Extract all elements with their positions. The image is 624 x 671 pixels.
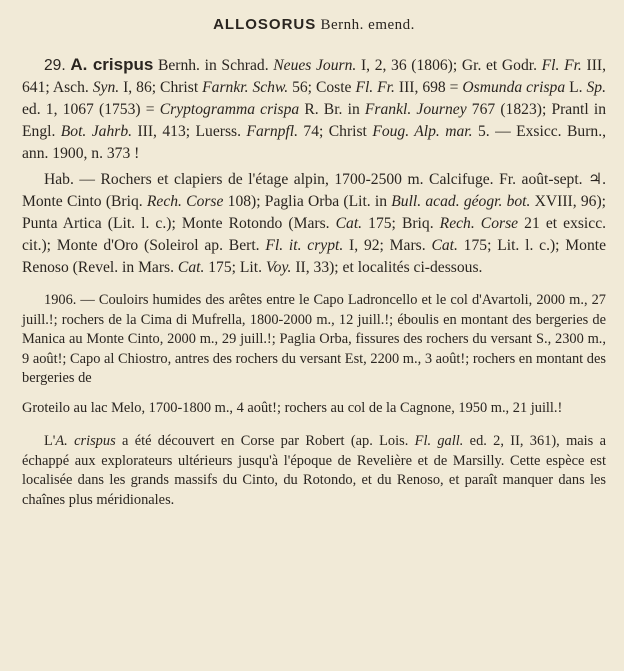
entry-text: R. Br. in — [299, 101, 365, 118]
commentary-text: L' — [44, 433, 56, 449]
habitat-reference: Cat. — [177, 259, 205, 276]
genus-name: ALLOSORUS — [213, 16, 317, 33]
page-header — [22, 16, 606, 34]
entry-text: 767 (1823); Prantl in Engl. — [22, 101, 606, 140]
genus-authority: Bernh. emend. — [320, 17, 415, 33]
habitat-text: 21 et exsicc. cit.); Monte d'Oro (Soleirol ap. Bert. — [22, 215, 607, 254]
entry-reference: Frankl. Journey — [364, 101, 467, 118]
habitat-text: 175; Lit. l. c.); Monte Renoso (Revel. in Mars. — [22, 237, 607, 276]
entry-reference: Sp. — [586, 79, 606, 96]
habitat-reference: Rech. Corse — [146, 193, 224, 210]
species-entry — [22, 54, 606, 165]
entry-text: L. — [565, 79, 587, 96]
habitat-reference: Cat. — [335, 215, 363, 232]
habitat-reference: Fl. it. crypt. — [265, 237, 344, 254]
entry-text: I, 2, 36 (1806); Gr. et Godr. — [356, 57, 542, 74]
species-name: A. crispus — [70, 55, 154, 74]
entry-text: 56; Coste — [288, 79, 356, 96]
commentary-text: ed. 2, II, 361), mais a échappé aux explorateurs ultérieurs jusqu'à l'époque de Revelière et de Marsilly. Cette espèce est localisée dans les grands massifs du Cinto, du Rotondo, et du Renoso, et paraît manquer dans les chaînes plus méridionales. — [22, 433, 606, 508]
commentary-text: a été découvert en Corse par Robert (ap. Lois. — [115, 433, 415, 449]
entry-reference: Cryptogramma crispa — [159, 101, 300, 118]
entry-text: III, 413; Luerss. — [132, 123, 247, 140]
commentary-paragraph — [22, 432, 606, 510]
entry-text: I, 86; Christ — [119, 79, 203, 96]
habitat-text: 175; Briq. — [362, 215, 440, 232]
habitat-text: I, 92; Mars. — [343, 237, 432, 254]
entry-reference: Foug. Alp. mar. — [372, 123, 473, 140]
habitat-text: II, 33); et localités ci-dessous. — [291, 259, 483, 276]
habitat-paragraph — [22, 169, 606, 279]
entry-reference: Farnpfl. — [246, 123, 298, 140]
observations-continuation: Groteilo au lac Melo, 1700-1800 m., 4 août!; rochers au col de la Cagnone, 1950 m., 21 juill.! — [22, 399, 563, 416]
habitat-text: Hab. — Rochers et clapiers de l'étage alpin, 1700-2500 m. Calcifuge. Fr. août-sept. ♃. Monte Cinto (Briq. — [22, 171, 606, 210]
species-number: 29. — [44, 57, 66, 74]
observations-paragraph: 1906. — Couloirs humides des arêtes entre le Capo Ladroncello et le col d'Avartoli, 2000 m., 27 juill.!; rochers de la Cima di Mufrella, 1800-2000 m., 12 juill.!; éboulis en montant des bergeries de Manica au Monte Cinto, 2000 m., 29 juill.!; Paglia Orba, fissures des rochers du versant S., 2300 m., 9 août!; Capo al Chiostro, antres des rochers du versant Est, 2200 m., 3 août!; rochers en montant des bergeries de — [22, 292, 606, 386]
habitat-text: XVIII, 96); Punta Artica (Lit. l. c.); Monte Rotondo (Mars. — [22, 193, 606, 232]
entry-text: III, 641; Asch. — [22, 57, 606, 96]
entry-reference: Fl. Fr. — [355, 79, 395, 96]
habitat-reference: Cat. — [431, 237, 458, 254]
habitat-reference: Voy. — [265, 259, 292, 276]
commentary-reference: Fl. gall. — [414, 433, 464, 449]
entry-text: ed. 1, 1067 (1753) = — [22, 101, 160, 118]
habitat-reference: Bull. acad. géogr. bot. — [391, 193, 531, 210]
entry-text: Bernh. in Schrad. — [153, 57, 274, 74]
commentary-species: A. crispus — [55, 433, 116, 449]
habitat-reference: Rech. Corse — [439, 215, 519, 232]
entry-text: 74; Christ — [297, 123, 373, 140]
habitat-text: 175; Lit. — [204, 259, 266, 276]
entry-reference: Syn. — [92, 79, 120, 96]
entry-reference: Farnkr. Schw. — [202, 79, 289, 96]
habitat-text: 108); Paglia Orba (Lit. in — [223, 193, 392, 210]
entry-reference: Neues Journ. — [273, 57, 357, 74]
entry-reference: Fl. Fr. — [541, 57, 582, 74]
entry-text: 5. — Exsicc. Burn., ann. 1900, n. 373 ! — [22, 123, 606, 162]
entry-text: III, 698 = — [394, 79, 463, 96]
entry-reference: Bot. Jahrb. — [60, 123, 133, 140]
entry-reference: Osmunda crispa — [462, 79, 566, 96]
